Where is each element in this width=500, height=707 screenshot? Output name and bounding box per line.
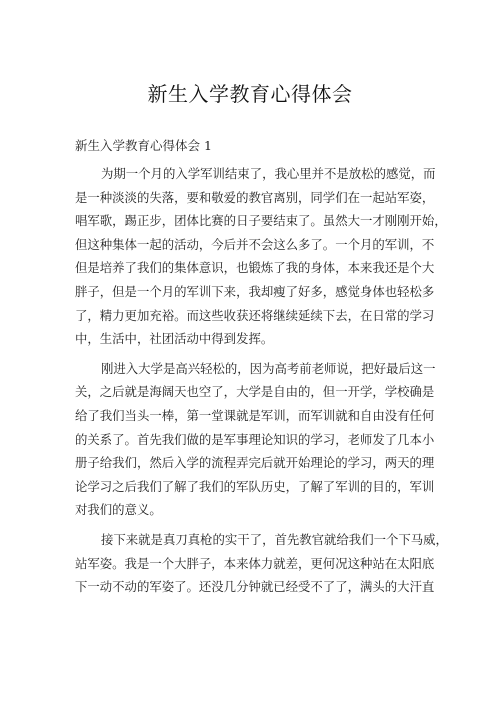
paragraph-line: 胖子，但是一个月的军训下来，我却瘦了好多，感觉身体也轻松多 (75, 283, 435, 299)
paragraph-line: 了，精力更加充裕。而这些收获还将继续延续下去，在日常的学习 (75, 307, 435, 323)
document-body (75, 162, 448, 605)
paragraph-line: 的关系了。首先我们做的是军事理论知识的学习，老师发了几本小 (75, 431, 435, 447)
paragraph-line: 接下来就是真刀真枪的实干了，首先教官就给我们一个下马威， (101, 531, 448, 547)
paragraph-line: 中，生活中，社团活动中得到发挥。 (75, 331, 274, 347)
paragraph-line: 站军姿。我是一个大胖子，本来体力就差，更何况这种站在太阳底 (75, 555, 435, 571)
paragraph (75, 162, 447, 351)
section-heading: 新生入学教育心得体会 1 (75, 138, 212, 153)
paragraph-line: 册子给我们，然后入学的流程弄完后就开始理论的学习，两天的理 (75, 455, 435, 471)
paragraph (75, 357, 435, 522)
paragraph-line: 但是培养了我们的集体意识，也锻炼了我的身体，本来我还是个大 (75, 260, 435, 276)
document-title: 新生入学教育心得体会 (147, 82, 353, 106)
paragraph-line: 论学习之后我们了解了我们的军队历史，了解了军训的目的，军训 (75, 478, 435, 494)
paragraph (75, 528, 448, 599)
paragraph-line: 唱军歌，踢正步，团体比赛的日子要结束了。虽然大一才刚刚开始， (75, 213, 447, 229)
paragraph-line: 对我们的意义。 (75, 502, 162, 518)
paragraph-line: 但这种集体一起的活动，今后并不会这么多了。一个月的军训，不 (75, 236, 435, 252)
paragraph-line: 给了我们当头一棒，第一堂课就是军训，而军训就和自由没有任何 (75, 407, 435, 423)
paragraph-line: 是一种淡淡的失落，要和敬爱的教官离别，同学们在一起站军姿， (75, 189, 435, 205)
paragraph-line: 下一动不动的军姿了。还没几分钟就已经受不了了，满头的大汗直 (75, 579, 435, 595)
paragraph-line: 为期一个月的入学军训结束了，我心里并不是放松的感觉，而 (101, 166, 436, 181)
paragraph-line: 刚进入大学是高兴轻松的，因为高考前老师说，把好最后这一 (101, 360, 436, 376)
paragraph-line: 关，之后就是海阔天也空了，大学是自由的，但一开学，学校确是 (75, 384, 435, 400)
